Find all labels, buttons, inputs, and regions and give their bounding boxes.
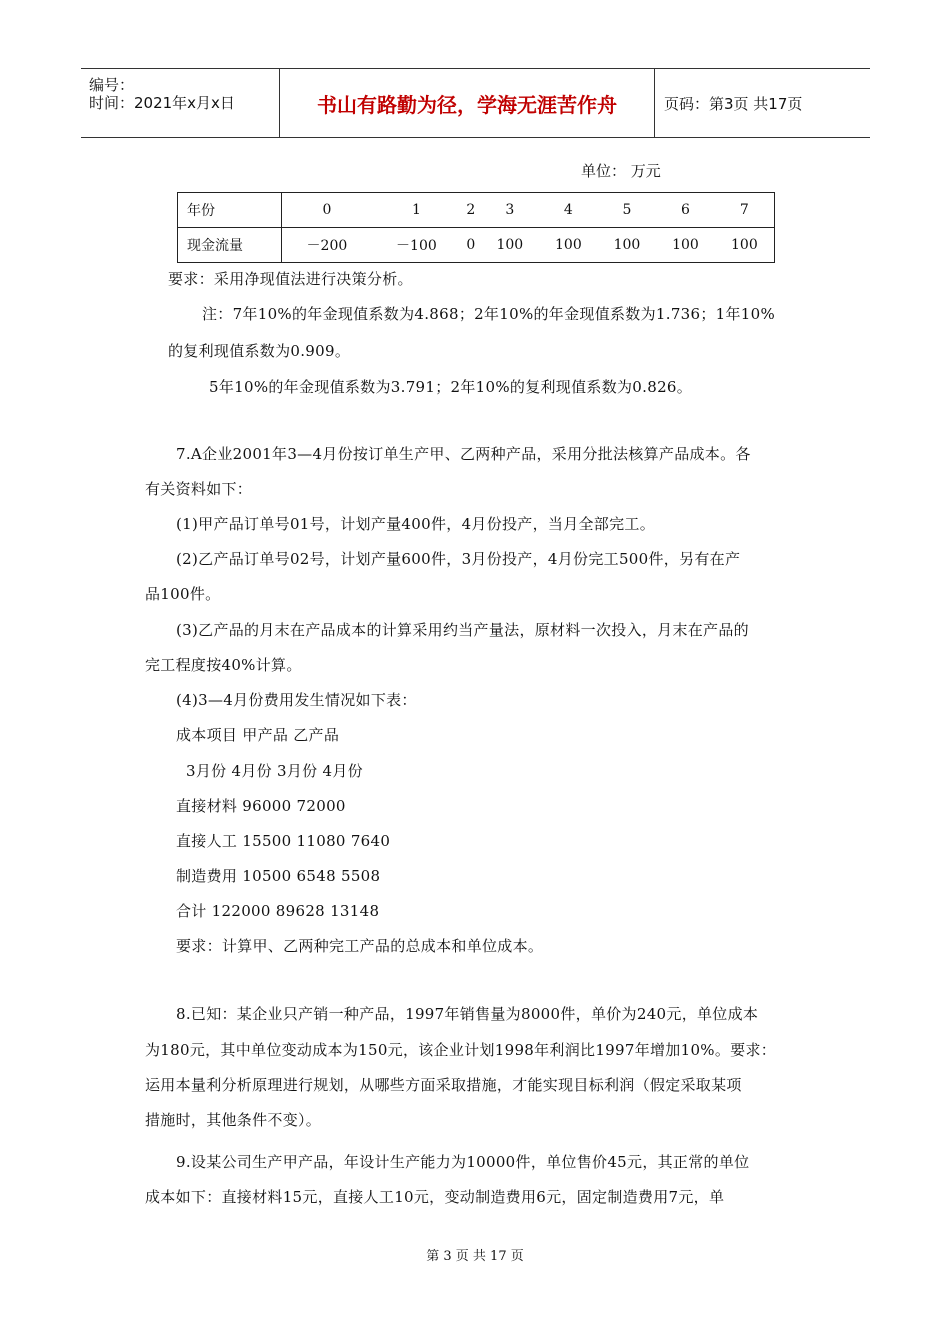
text-line: (3)乙产品的月末在产品成本的计算采用约当产量法，原材料一次投入，月末在产品的 <box>176 621 749 639</box>
page-header <box>81 68 870 138</box>
text-line: 9.设某公司生产甲产品，年设计生产能力为10000件，单位售价45元，其正常的单位 <box>176 1153 750 1171</box>
text-line: (4)3—4月份费用发生情况如下表： <box>176 691 417 709</box>
cash-flow-table <box>177 192 775 263</box>
table-cell: －100 <box>372 228 461 263</box>
row-header-year: 年份 <box>178 193 282 228</box>
text-line: 制造费用 10500 6548 5508 <box>176 867 381 885</box>
text-line: 成本如下：直接材料15元，直接人工10元，变动制造费用6元，固定制造费用7元，单 <box>145 1188 725 1206</box>
table-cell: 100 <box>598 228 657 263</box>
text-line: 措施时，其他条件不变）。 <box>145 1111 322 1129</box>
document-number-label: 编号： <box>89 76 135 94</box>
table-cell: 7 <box>715 193 775 228</box>
text-line: 7.A企业2001年3—4月份按订单生产甲、乙两种产品，采用分批法核算产品成本。各 <box>176 445 751 463</box>
text-line: 直接材料 96000 72000 <box>176 797 346 815</box>
unit-label: 单位： 万元 <box>581 162 661 180</box>
table-cell: 100 <box>656 228 715 263</box>
text-line: 完工程度按40%计算。 <box>145 656 302 674</box>
text-line: 品100件。 <box>145 585 221 603</box>
table-cell: 100 <box>539 228 598 263</box>
text-line: 注：7年10%的年金现值系数为4.868；2年10%的年金现值系数为1.736；1年10% <box>202 305 776 323</box>
table-cell: 100 <box>715 228 775 263</box>
table-cell: 6 <box>656 193 715 228</box>
text-line: (1)甲产品订单号01号，计划产量400件，4月份投产，当月全部完工。 <box>176 515 656 533</box>
table-cell: －200 <box>282 228 372 263</box>
table-cell: 4 <box>539 193 598 228</box>
header-motto: 书山有路勤为径，学海无涯苦作舟 <box>280 69 655 137</box>
text-line: 8.已知：某企业只产销一种产品，1997年销售量为8000件，单价为240元，单位成本 <box>176 1005 759 1023</box>
header-page-info: 页码：第3页 共17页 <box>664 94 803 113</box>
text-line: (2)乙产品订单号02号，计划产量600件，3月份投产，4月份完工500件，另有在产 <box>176 550 741 568</box>
text-line: 的复利现值系数为0.909。 <box>168 342 351 360</box>
table-row <box>178 228 775 263</box>
row-header-cash-flow: 现金流量 <box>178 228 282 263</box>
table-cell: 2 <box>461 193 481 228</box>
header-meta-cell <box>81 69 280 137</box>
text-line: 合计 122000 89628 13148 <box>176 902 380 920</box>
table-cell: 0 <box>461 228 481 263</box>
text-line: 3月份 4月份 3月份 4月份 <box>186 762 363 780</box>
table-cell: 3 <box>481 193 540 228</box>
page-footer: 第 3 页 共 17 页 <box>426 1249 524 1264</box>
table-cell: 5 <box>598 193 657 228</box>
document-time-label: 时间：2021年x月x日 <box>89 94 235 112</box>
text-line: 直接人工 15500 11080 7640 <box>176 832 391 850</box>
text-line: 要求：采用净现值法进行决策分析。 <box>168 270 413 288</box>
text-line: 有关资料如下： <box>145 480 253 498</box>
text-line: 运用本量利分析原理进行规划，从哪些方面采取措施，才能实现目标利润（假定采取某项 <box>145 1076 742 1094</box>
table-row <box>178 193 775 228</box>
text-line: 要求：计算甲、乙两种完工产品的总成本和单位成本。 <box>176 937 544 955</box>
text-line: 成本项目 甲产品 乙产品 <box>176 726 340 744</box>
text-line: 为180元，其中单位变动成本为150元，该企业计划1998年利润比1997年增加10%。要求： <box>145 1041 777 1059</box>
table-cell: 1 <box>372 193 461 228</box>
table-cell: 0 <box>282 193 372 228</box>
text-line: 5年10%的年金现值系数为3.791；2年10%的复利现值系数为0.826。 <box>209 378 693 396</box>
table-cell: 100 <box>481 228 540 263</box>
